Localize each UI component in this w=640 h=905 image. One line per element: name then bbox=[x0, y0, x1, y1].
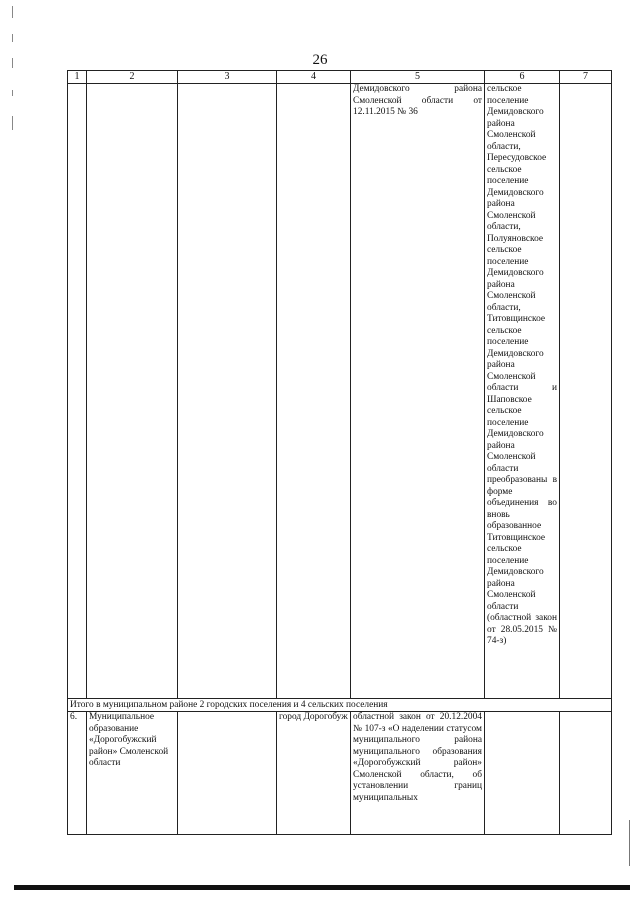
cell-empty bbox=[68, 84, 87, 699]
cell-row-number: 6. bbox=[68, 712, 87, 835]
cell-transformation-note: сельское поселение Демидовского района Смоленской области, Пересудовское сельское поселение Демидовского района Смоленской области, Полуяновское сельское поселение Демидовского района Смоленской области, Титовщинское сельское поселение Демидовского района Смоленской области и Шаповское сельское поселение Демидовского района Смоленской области преобразованы в форме объединения во вновь образованное Титовщинское сельское поселение Демидовского района Смоленской области (областной закон от 28.05.2015 № 74-з) bbox=[485, 84, 560, 699]
cell-legal-act: областной закон от 20.12.2004 № 107-з «О наделении статусом муниципального района муниципального образования «Дорогобужский район» Смоленской области, об установлении границ муниципальных bbox=[351, 712, 485, 835]
table-row bbox=[68, 84, 612, 699]
cell-empty bbox=[560, 712, 612, 835]
cell-empty bbox=[277, 84, 351, 699]
cell-empty bbox=[485, 712, 560, 835]
cell-empty bbox=[178, 712, 277, 835]
cell-admin-center: город Дорогобуж bbox=[277, 712, 351, 835]
document-table bbox=[67, 70, 612, 835]
cell-empty bbox=[87, 84, 178, 699]
total-text: Итого в муниципальном районе 2 городских поселения и 4 сельских поселения bbox=[68, 699, 612, 712]
table-row bbox=[68, 712, 612, 835]
header-cell-5: 5 bbox=[351, 71, 485, 84]
scan-edge-mark bbox=[629, 820, 630, 866]
scan-edge-marks bbox=[12, 6, 14, 136]
page-number: 26 bbox=[312, 52, 328, 68]
cell-legal-act: Демидовского района Смоленской области от 12.11.2015 № 36 bbox=[351, 84, 485, 699]
cell-empty bbox=[560, 84, 612, 699]
header-cell-6: 6 bbox=[485, 71, 560, 84]
total-row bbox=[68, 699, 612, 712]
header-cell-4: 4 bbox=[277, 71, 351, 84]
header-cell-3: 3 bbox=[178, 71, 277, 84]
header-cell-7: 7 bbox=[560, 71, 612, 84]
header-cell-1: 1 bbox=[68, 71, 87, 84]
cell-empty bbox=[178, 84, 277, 699]
scan-bottom-bar bbox=[14, 885, 630, 890]
header-cell-2: 2 bbox=[87, 71, 178, 84]
cell-municipality-name: Муниципальное образование «Дорогобужский район» Смоленской области bbox=[87, 712, 178, 835]
table-header-row bbox=[68, 71, 612, 84]
